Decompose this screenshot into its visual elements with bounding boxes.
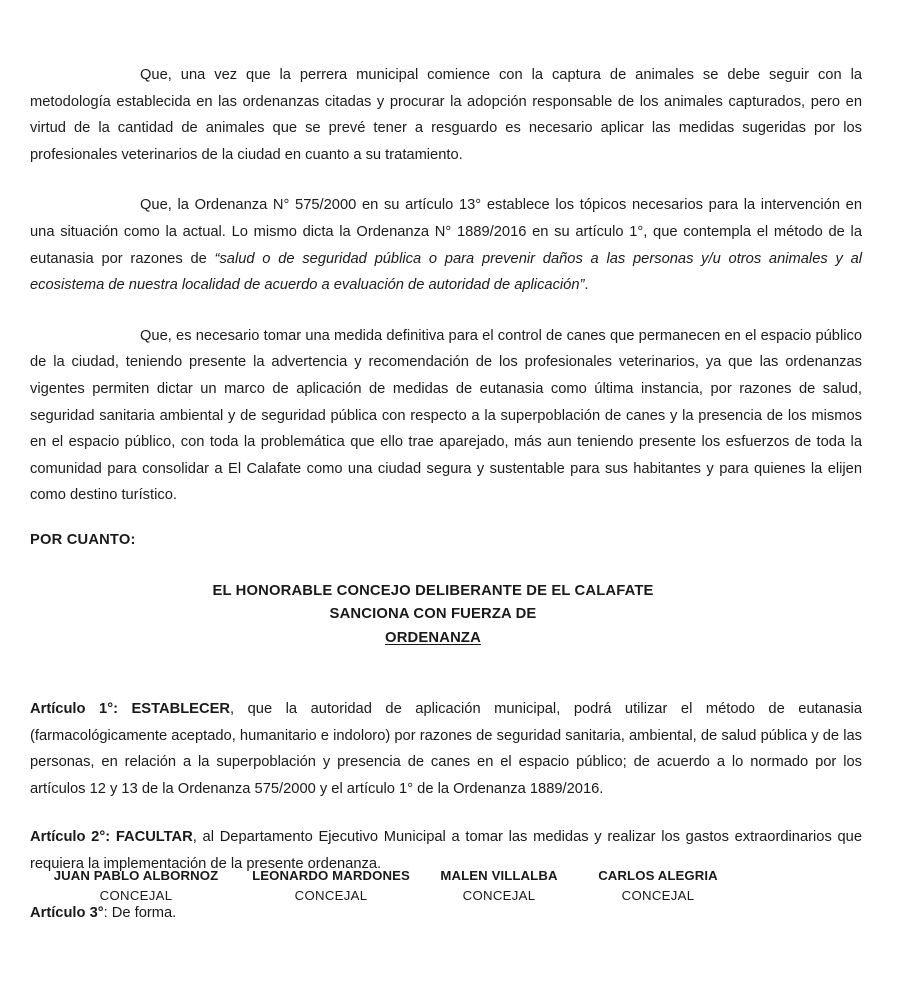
signature-role: CONCEJAL — [462, 888, 536, 903]
article-1 — [30, 696, 862, 802]
por-cuanto-label: POR CUANTO: — [30, 531, 136, 548]
paragraph-considerando-2 — [30, 192, 862, 298]
signature-name: CARLOS ALEGRIA — [598, 868, 718, 883]
signature-entry — [420, 866, 578, 906]
paragraph-text: Que, es necesario tomar una medida definitiva para el control de canes que permanecen en el espacio público de la ciudad, teniendo presente la advertencia y recomendación de los profesionales veterinarios, ya que las ordenanzas vigentes permiten dictar un marco de aplicación de medidas de eutanasia como última instancia, por razones de salud, seguridad sanitaria ambiental y de seguridad pública con respecto a la superpoblación de canes y la presencia de los mismos en el espacio público, con toda la problemática que ello trae aparejado, más aun teniendo presente los esfuerzos de toda la comunidad para consolidar a El Calafate como una ciudad segura y sustentable para sus habitantes y para quienes la elijen como destino turístico. — [30, 327, 862, 504]
paragraph-text: Que, una vez que la perrera municipal comience con la captura de animales se debe seguir con la metodología establecida en las ordenanzas citadas y procurar la adopción responsable de los animales capturados, pero en virtud de la cantidad de animales que se prevé tener a resguardo es necesario aplicar las medidas sugeridas por los profesionales veterinarios de la ciudad en cuanto a su tratamiento. — [30, 67, 862, 163]
article-1-body: , que la autoridad de aplicación municipal, podrá utilizar el método de eutanasia (farmacológicamente aceptado, humanitario e indoloro) por razones de seguridad sanitaria, ambiental, de salud pública y de las personas, en relación a la superpoblación y presencia de canes en el espacio público; de acuerdo a lo normado por los artículos 12 y 13 de la Ordenanza 575/2000 y el artículo 1° de la Ordenanza 1889/2016. — [30, 701, 862, 797]
paragraph-considerando-1 — [30, 62, 862, 168]
signature-entry — [578, 866, 738, 906]
enactment-ordenanza-underlined: ORDENANZA — [385, 629, 481, 646]
paragraph-considerando-3 — [30, 323, 862, 509]
paragraph-text-before-quote: Que, la Ordenanza N° 575/2000 en su artículo 13° establece los tópicos necesarios para la intervención en una situación como la actual. Lo mismo dicta la Ordenanza N° 1889/2016 en su artículo 1°, que contempla el método de la eutanasia por razones de — [30, 197, 862, 267]
enactment-line-1: EL HONORABLE CONCEJO DELIBERANTE DE EL CALAFATE — [212, 582, 654, 599]
enactment-line-3 — [22, 627, 844, 651]
signature-block — [30, 866, 862, 906]
paragraph-text-after-quote: . — [584, 277, 589, 294]
enactment-line-2: SANCIONA CON FUERZA DE — [329, 606, 537, 622]
signature-role: CONCEJAL — [621, 888, 695, 903]
signature-name: LEONARDO MARDONES — [252, 868, 410, 883]
signature-entry — [30, 866, 242, 906]
signature-name: MALEN VILLALBA — [440, 868, 558, 883]
signature-name: JUAN PABLO ALBORNOZ — [53, 868, 219, 883]
signature-entry — [242, 866, 420, 906]
signature-role: CONCEJAL — [99, 888, 173, 903]
signature-role: CONCEJAL — [294, 888, 368, 903]
article-3-lead: Artículo 3° — [30, 904, 104, 921]
article-3-body: : De forma. — [103, 904, 177, 921]
enactment-block — [22, 580, 844, 651]
article-1-lead: Artículo 1°: ESTABLECER — [30, 701, 230, 717]
article-2-lead: Artículo 2°: FACULTAR — [30, 829, 193, 846]
quoted-ordinance-text: “salud o de seguridad pública o para prevenir daños a las personas y/u otros animales y al ecosistema de nuestra localidad de acuerdo a evaluación de autoridad de aplicación” — [30, 250, 862, 294]
article-2-body: , al Departamento Ejecutivo Municipal a tomar las medidas y realizar los gastos extraordinarios que requiera la implementación de la presente ordenanza. — [30, 829, 862, 872]
